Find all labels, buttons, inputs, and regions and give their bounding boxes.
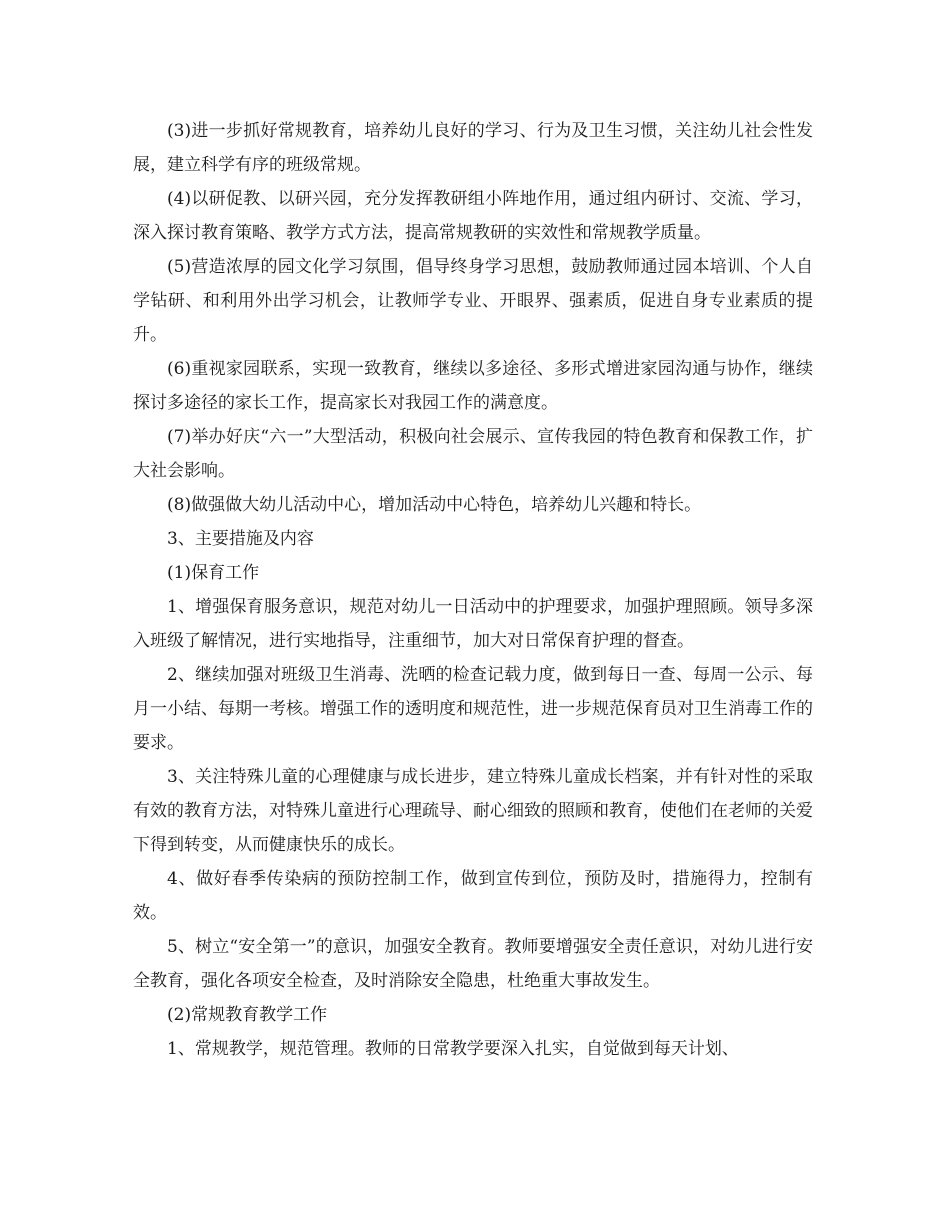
paragraph-item-7: (7)举办好庆“六一”大型活动，积极向社会展示、宣传我园的特色教育和保教工作，扩大社会影响。	[133, 427, 813, 481]
paragraph-item-8: (8)做强做大幼儿活动中心，增加活动中心特色，培养幼儿兴趣和特长。	[167, 495, 702, 515]
care-item-2: 2、继续加强对班级卫生消毒、洗晒的检查记载力度，做到每日一查、每周一公示、每月一小结、每期一考核。增强工作的透明度和规范性，进一步规范保育员对卫生消毒工作的要求。	[133, 665, 813, 753]
section-heading-measures: 3、主要措施及内容	[167, 529, 314, 549]
subsection-heading-care-work: (1)保育工作	[167, 563, 260, 583]
paragraph-item-3: (3)进一步抓好常规教育，培养幼儿良好的学习、行为及卫生习惯，关注幼儿社会性发展，建立科学有序的班级常规。	[133, 121, 813, 175]
care-item-1: 1、增强保育服务意识，规范对幼儿一日活动中的护理要求，加强护理照顾。领导多深入班级了解情况，进行实地指导，注重细节，加大对日常保育护理的督查。	[133, 597, 813, 651]
paragraph-item-6: (6)重视家园联系，实现一致教育，继续以多途径、多形式增进家园沟通与协作，继续探讨多途径的家长工作，提高家长对我园工作的满意度。	[133, 359, 813, 413]
paragraph-item-5: (5)营造浓厚的园文化学习氛围，倡导终身学习思想，鼓励教师通过园本培训、个人自学钻研、和利用外出学习机会，让教师学专业、开眼界、强素质，促进自身专业素质的提升。	[133, 257, 813, 345]
care-item-4: 4、做好春季传染病的预防控制工作，做到宣传到位，预防及时，措施得力，控制有效。	[133, 869, 813, 923]
subsection-heading-teaching-work: (2)常规教育教学工作	[167, 1005, 328, 1025]
care-item-3: 3、关注特殊儿童的心理健康与成长进步，建立特殊儿童成长档案，并有针对性的采取有效的教育方法，对特殊儿童进行心理疏导、耐心细致的照顾和教育，使他们在老师的关爱下得到转变，从而健康快乐的成长。	[133, 767, 813, 855]
paragraph-item-4: (4)以研促教、以研兴园，充分发挥教研组小阵地作用，通过组内研讨、交流、学习，深入探讨教育策略、教学方式方法，提高常规教研的实效性和常规教学质量。	[133, 189, 813, 243]
document-body	[133, 114, 813, 1066]
teaching-item-1: 1、常规教学，规范管理。教师的日常教学要深入扎实，自觉做到每天计划、	[167, 1039, 739, 1059]
care-item-5: 5、树立“安全第一”的意识，加强安全教育。教师要增强安全责任意识，对幼儿进行安全教育，强化各项安全检查，及时消除安全隐患，杜绝重大事故发生。	[133, 937, 813, 991]
